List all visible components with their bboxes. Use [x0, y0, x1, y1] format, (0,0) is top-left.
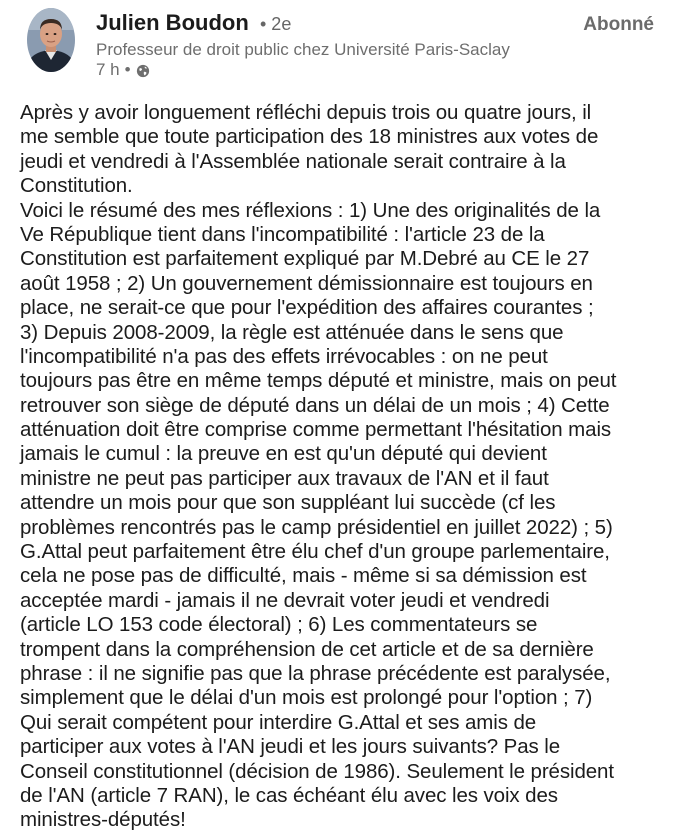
post-text-line: Ve République tient dans l'incompatibilité : l'article 23 de la: [20, 222, 545, 246]
post-text-line: août 1958 ; 2) Un gouvernement démissionnaire est toujours en: [20, 271, 593, 295]
post-meta: [96, 60, 150, 80]
author-name[interactable]: Julien Boudon: [96, 10, 249, 35]
post-text-line: Après y avoir longuement réfléchi depuis trois ou quatre jours, il: [20, 101, 592, 124]
post-text-line: Constitution.: [20, 174, 133, 198]
post-text-line: atténuation doit être comprise comme permettant l'hésitation mais: [20, 418, 612, 442]
post-text-line: problèmes rencontrés pas le camp présidentiel en juillet 2022) ; 5): [20, 515, 613, 539]
post-text-line: Voici le résumé des mes réflexions : 1) Une des originalités de la: [20, 198, 601, 222]
post-text-line: l'incompatibilité n'a pas des effets irrévocables : on ne peut: [20, 344, 548, 368]
post-text-line: de l'AN (article 7 RAN), le cas échéant élu avec les voix des: [20, 783, 558, 807]
post-text-line: 3) Depuis 2008-2009, la règle est atténuée dans le sens que: [20, 320, 564, 344]
avatar[interactable]: [27, 8, 75, 72]
connection-degree: • 2e: [260, 14, 292, 34]
post-text-line: jeudi et vendredi à l'Assemblée nationale serait contraire à la: [20, 149, 566, 173]
post-text-line: jamais le cumul : la preuve en est qu'un député qui devient: [20, 442, 547, 466]
post-text-line: phrase : il ne signifie pas que la phrase précédente est paralysée,: [20, 661, 611, 685]
globe-icon: [136, 63, 150, 77]
post-text-line: cela ne pose pas de difficulté, mais - même si sa démission est: [20, 564, 587, 588]
follow-button[interactable]: Abonné: [583, 14, 654, 35]
post-time: 7 h: [96, 60, 120, 79]
post-text-line: ministre ne peut pas participer aux travaux de l'AN et il faut: [20, 466, 549, 490]
post-text-line: Conseil constitutionnel (décision de 1986). Seulement le président: [20, 759, 614, 783]
post-text-line: participer aux votes à l'AN jeudi et les jours suivants? Pas le: [20, 735, 560, 759]
post-text-line: toujours pas être en même temps député et ministre, mais on peut: [20, 369, 617, 393]
post-text-line: acceptée mardi - jamais il ne devrait voter jeudi et vendredi: [20, 588, 550, 612]
post-text-line: G.Attal peut parfaitement être élu chef d'un groupe parlementaire,: [20, 540, 610, 564]
post-text-line: (article LO 153 code électoral) ; 6) Les commentateurs se: [20, 613, 538, 637]
post-text-line: trompent dans la compréhension de cet article et de sa dernière: [20, 637, 594, 661]
post-text-line: simplement que le délai d'un mois est prolongé pour l'option ; 7): [20, 686, 593, 710]
post-text-line: attendre un mois pour que son suppléant lui succède (cf les: [20, 491, 556, 515]
post-text-line: ministres-députés!: [20, 808, 186, 832]
author-headline: Professeur de droit public chez Université Paris-Saclay: [96, 40, 510, 59]
post-text-line: place, ne serait-ce que pour l'expédition des affaires courantes ;: [20, 296, 594, 320]
post-text-line: Qui serait compétent pour interdire G.Attal et ses amis de: [20, 710, 537, 734]
post-text-line: retrouver son siège de député dans un délai de un mois ; 4) Cette: [20, 393, 610, 417]
meta-separator: •: [124, 60, 131, 79]
post-text-line: Constitution est parfaitement expliqué par M.Debré au CE le 27: [20, 247, 590, 271]
post-text-line: me semble que toute participation des 18 ministres aux votes de: [20, 125, 599, 149]
post-text: [20, 101, 660, 833]
